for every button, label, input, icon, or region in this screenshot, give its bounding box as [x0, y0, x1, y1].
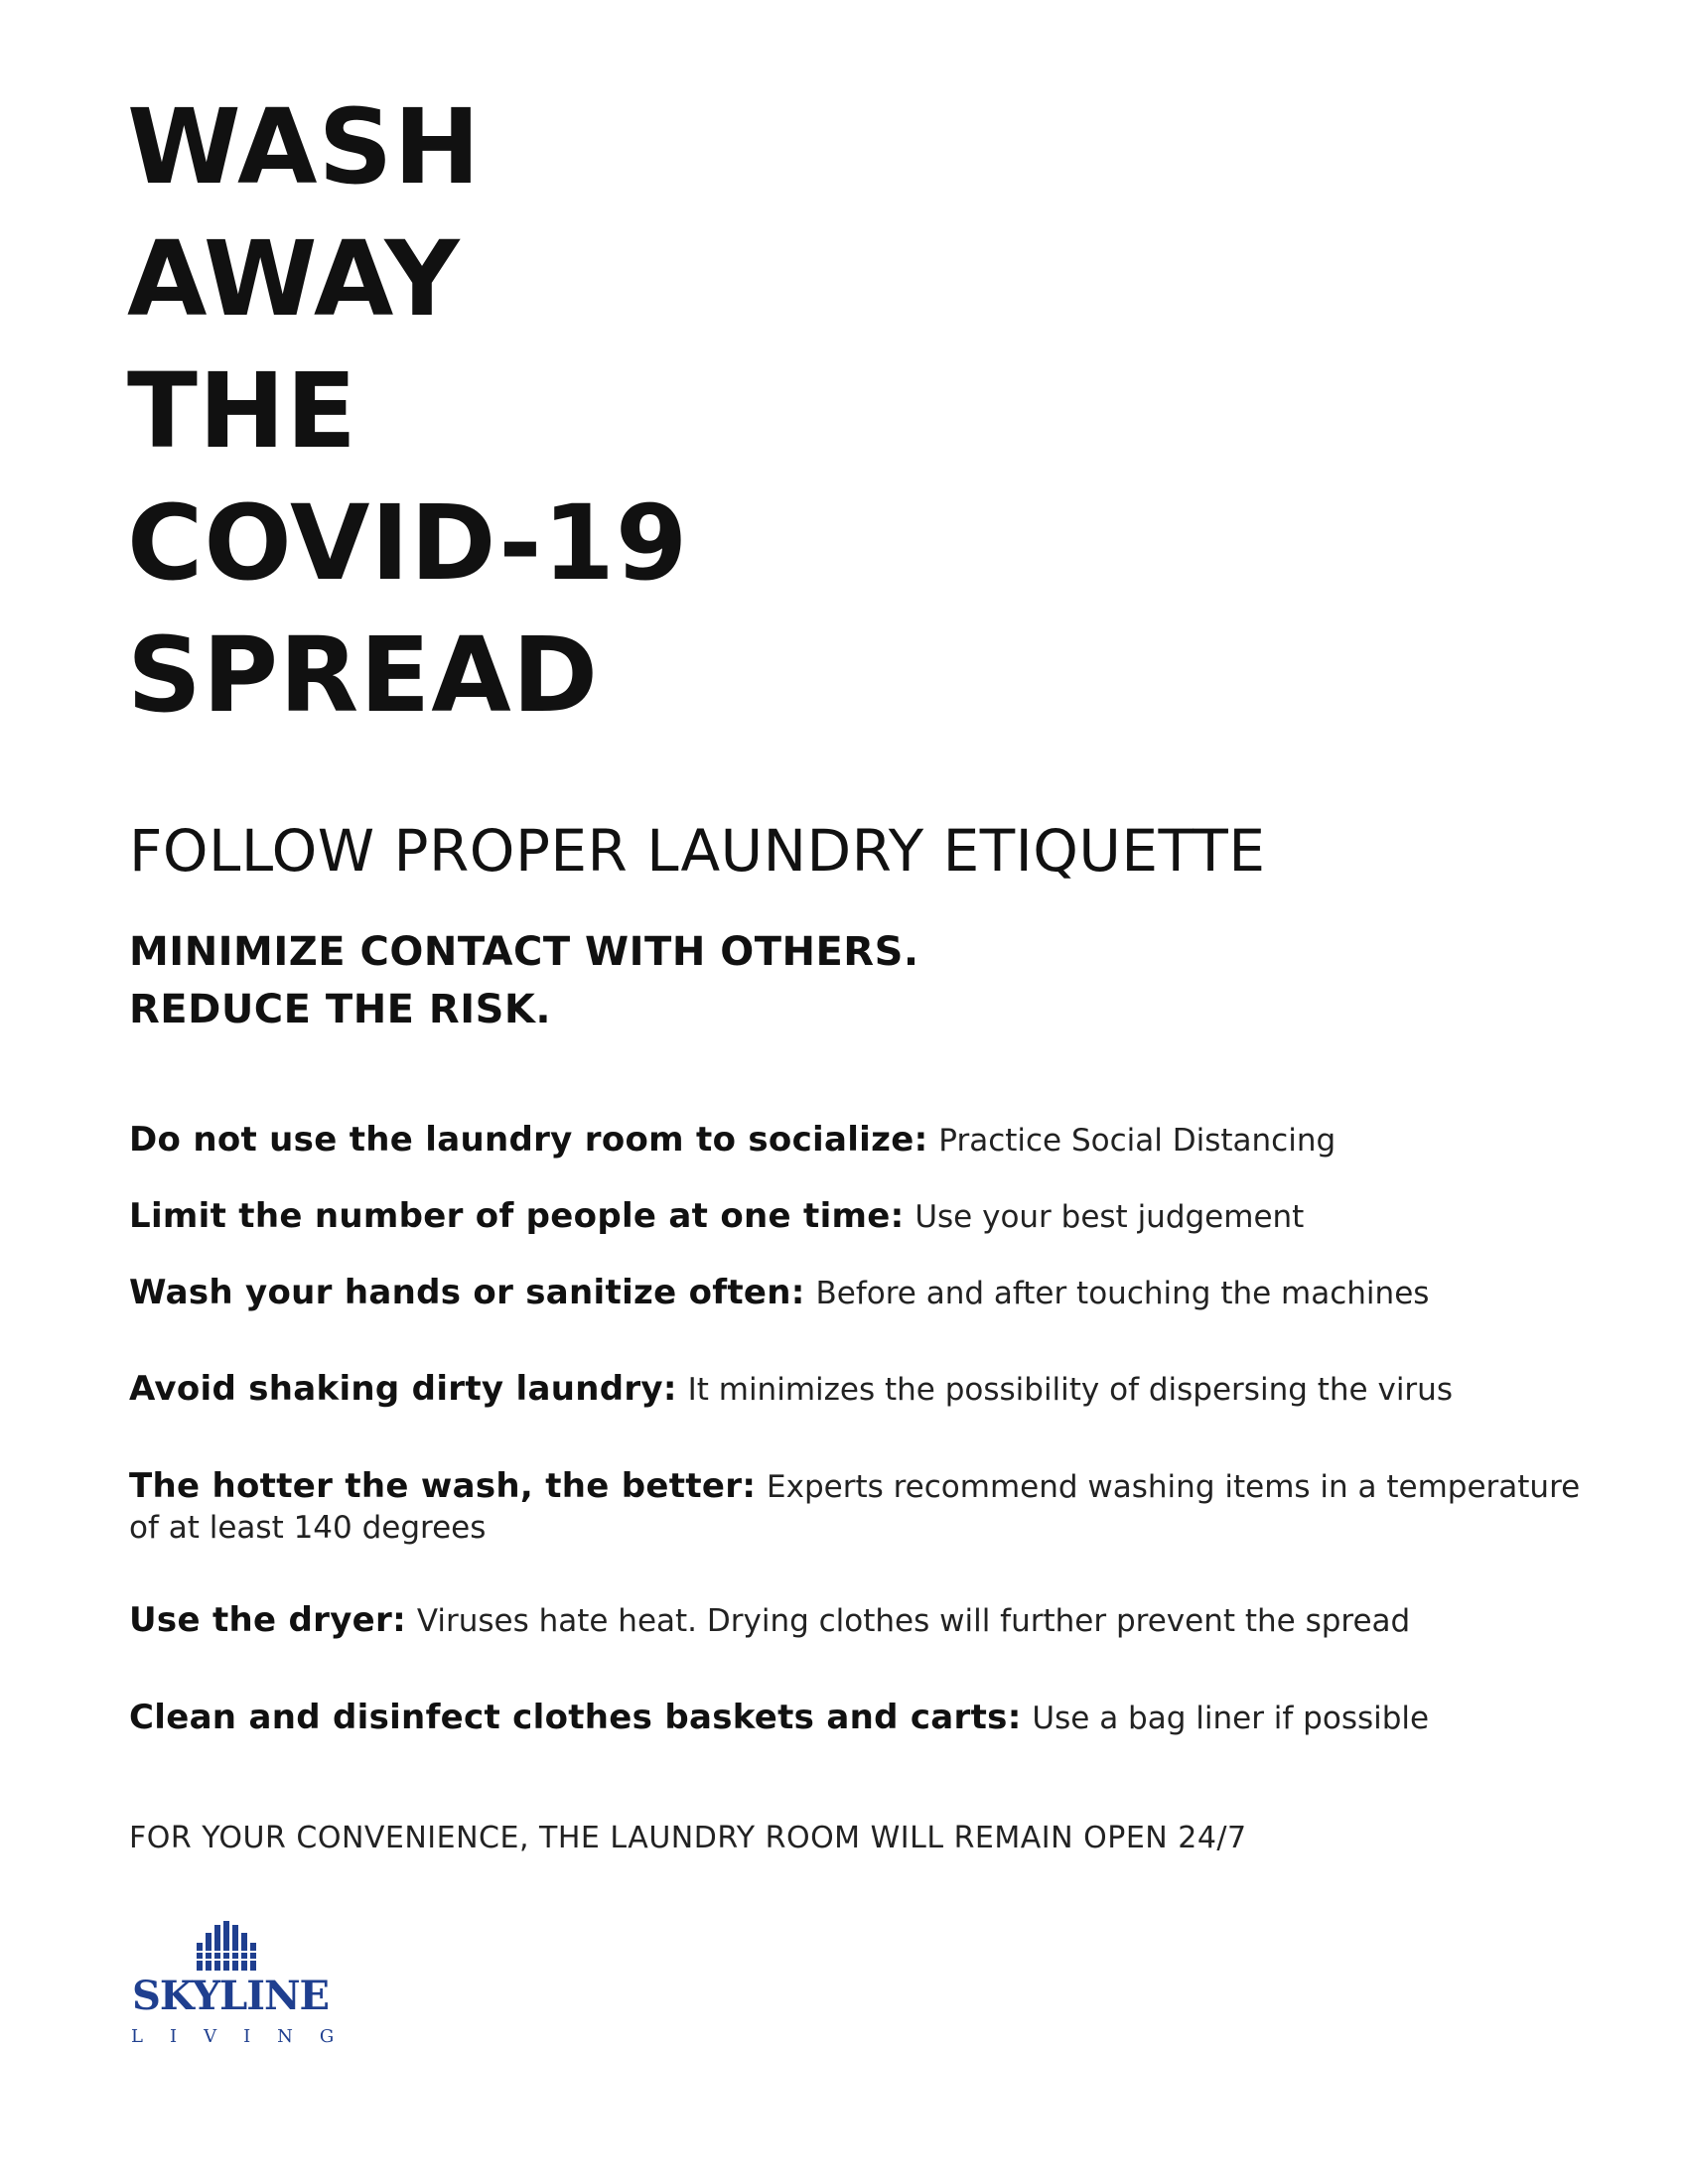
tip-lead: Clean and disinfect clothes baskets and carts:	[129, 1698, 1022, 1737]
tip-lead: The hotter the wash, the better:	[129, 1466, 757, 1506]
headline	[127, 81, 688, 742]
tip-lead: Avoid shaking dirty laundry:	[129, 1369, 677, 1409]
skyline-living-logo	[125, 1921, 361, 2060]
tagline-line: MINIMIZE CONTACT WITH OTHERS.	[129, 929, 919, 975]
logo-subtitle: LIVING	[131, 2026, 361, 2047]
tip-item	[129, 1120, 1599, 1160]
headline-line: SPREAD	[127, 614, 600, 736]
tip-detail: Practice Social Distancing	[938, 1123, 1336, 1159]
tip-lead: Limit the number of people at one time:	[129, 1196, 905, 1236]
tagline	[129, 923, 919, 1038]
tip-detail: Experts recommend washing items in a temperature of at least 140 degrees	[129, 1469, 1581, 1546]
tip-item	[129, 1369, 1599, 1410]
subtitle: FOLLOW PROPER LAUNDRY ETIQUETTE	[129, 817, 1266, 885]
tip-item	[129, 1273, 1599, 1313]
tip-detail: Before and after touching the machines	[815, 1276, 1430, 1311]
tip-lead: Use the dryer:	[129, 1600, 406, 1640]
tip-detail: Use your best judgement	[914, 1199, 1305, 1235]
tip-detail: It minimizes the possibility of dispersing the virus	[687, 1372, 1453, 1408]
tip-lead: Wash your hands or sanitize often:	[129, 1273, 805, 1312]
building-bars-icon	[125, 1921, 336, 1973]
headline-line: THE	[127, 350, 358, 472]
footer-note: FOR YOUR CONVENIENCE, THE LAUNDRY ROOM WILL REMAIN OPEN 24/7	[129, 1821, 1247, 1855]
headline-line: AWAY	[127, 218, 461, 340]
tip-lead: Do not use the laundry room to socialize:	[129, 1120, 928, 1160]
tip-item	[129, 1698, 1599, 1738]
tip-detail: Viruses hate heat. Drying clothes will further prevent the spread	[416, 1603, 1411, 1639]
logo-wordmark: SKYLINE	[131, 1973, 330, 2019]
tip-detail: Use a bag liner if possible	[1032, 1701, 1430, 1736]
tip-item	[129, 1466, 1599, 1548]
headline-line: COVID-19	[127, 482, 689, 604]
tip-item	[129, 1600, 1599, 1641]
tip-item	[129, 1196, 1599, 1237]
tagline-line: REDUCE THE RISK.	[129, 987, 552, 1032]
headline-line: WASH	[127, 86, 482, 207]
